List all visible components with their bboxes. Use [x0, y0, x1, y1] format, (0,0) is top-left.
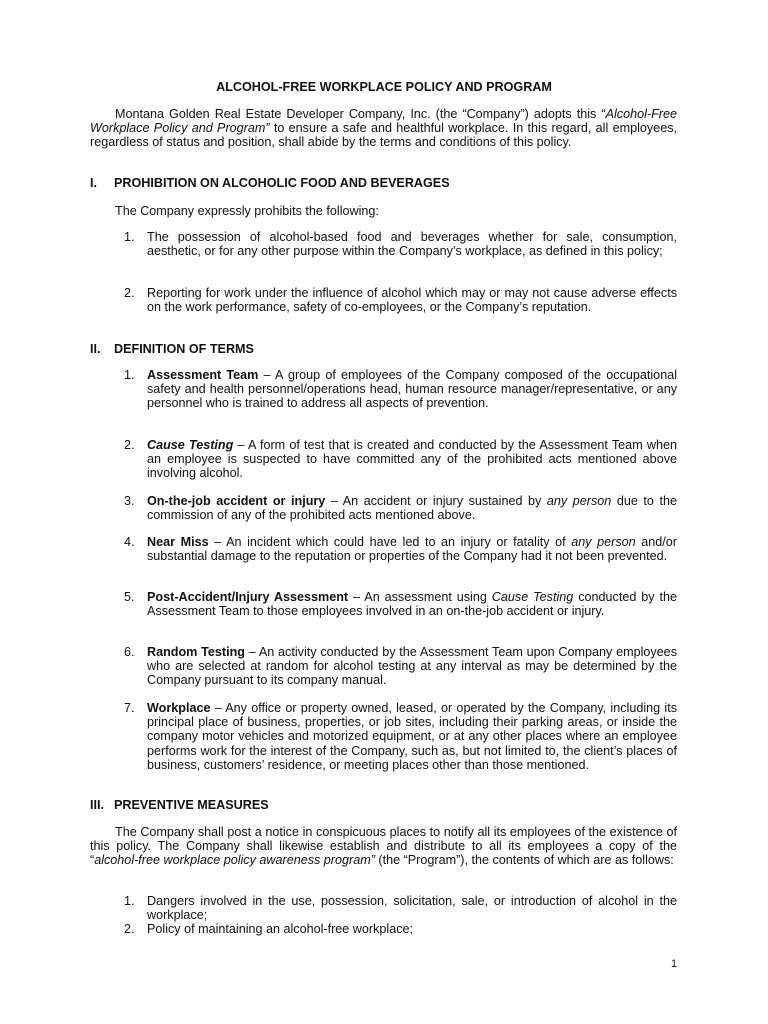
definition-item: 2. Cause Testing – A form of test that is created and conducted by the Assessment Team when an employee is suspected to have committed any of the prohibited acts mentioned above involving alcohol.: [124, 438, 677, 481]
list-item: 1. Dangers involved in the use, possession, solicitation, sale, or introduction of alcohol in the workplace;: [124, 894, 677, 923]
document-title: ALCOHOL-FREE WORKPLACE POLICY AND PROGRAM: [216, 80, 552, 94]
section-heading-2: II. DEFINITION OF TERMS: [90, 342, 254, 356]
definition-item: 4. Near Miss – An incident which could have led to an injury or fatality of any person and/or substantial damage to the reputation or properties of the Company had it not been prevented.: [124, 535, 677, 564]
intro-paragraph: Montana Golden Real Estate Developer Company, Inc. (the “Company”) adopts this “Alcohol-Free Workplace Policy and Program” to ensure a safe and healthful workplace. In this regard, all employees, regardless of status and position, shall abide by the terms and conditions of this policy.: [90, 107, 677, 150]
definition-item: 6. Random Testing – An activity conducted by the Assessment Team upon Company employees who are selected at random for alcohol testing at any interval as may be determined by the Company pursuant to its company manual.: [124, 645, 677, 688]
definition-item: 3. On-the-job accident or injury – An accident or injury sustained by any person due to the commission of any of the prohibited acts mentioned above.: [124, 494, 677, 523]
list-item: 2. Reporting for work under the influence of alcohol which may or may not cause adverse effects on the work performance, safety of co-employees, or the Company’s reputation.: [124, 286, 677, 315]
section-1-lead: The Company expressly prohibits the following:: [115, 204, 379, 218]
definition-item: 7. Workplace – Any office or property owned, leased, or operated by the Company, including its principal place of business, properties, or job sites, including their parking areas, or inside the company motor vehicles and motorized equipment, or at any other places where an employee performs work for the interest of the Company, such as, but not limited to, the client’s places of business, customers’ residence, or meeting places other than those mentioned.: [124, 701, 677, 772]
list-item: 2. Policy of maintaining an alcohol-free workplace;: [124, 922, 414, 936]
definition-item: 5. Post-Accident/Injury Assessment – An assessment using Cause Testing conducted by the Assessment Team to those employees involved in an on-the-job accident or injury.: [124, 590, 677, 619]
page-number: 1: [671, 958, 678, 970]
section-heading-1: I. PROHIBITION ON ALCOHOLIC FOOD AND BEVERAGES: [90, 176, 450, 190]
list-item: 1. The possession of alcohol-based food and beverages whether for sale, consumption, aesthetic, or for any other purpose within the Company’s workplace, as defined in this policy;: [124, 230, 677, 259]
section-3-paragraph: The Company shall post a notice in conspicuous places to notify all its employees of the existence of this policy. The Company shall likewise establish and distribute to all its employees a copy of the “alcohol-free workplace policy awareness program” (the “Program”), the contents of which are as follows:: [90, 825, 677, 868]
section-heading-3: III. PREVENTIVE MEASURES: [90, 798, 269, 812]
definition-item: 1. Assessment Team – A group of employees of the Company composed of the occupational safety and health personnel/operations head, human resource manager/representative, or any personnel who is trained to address all aspects of prevention.: [124, 368, 677, 411]
